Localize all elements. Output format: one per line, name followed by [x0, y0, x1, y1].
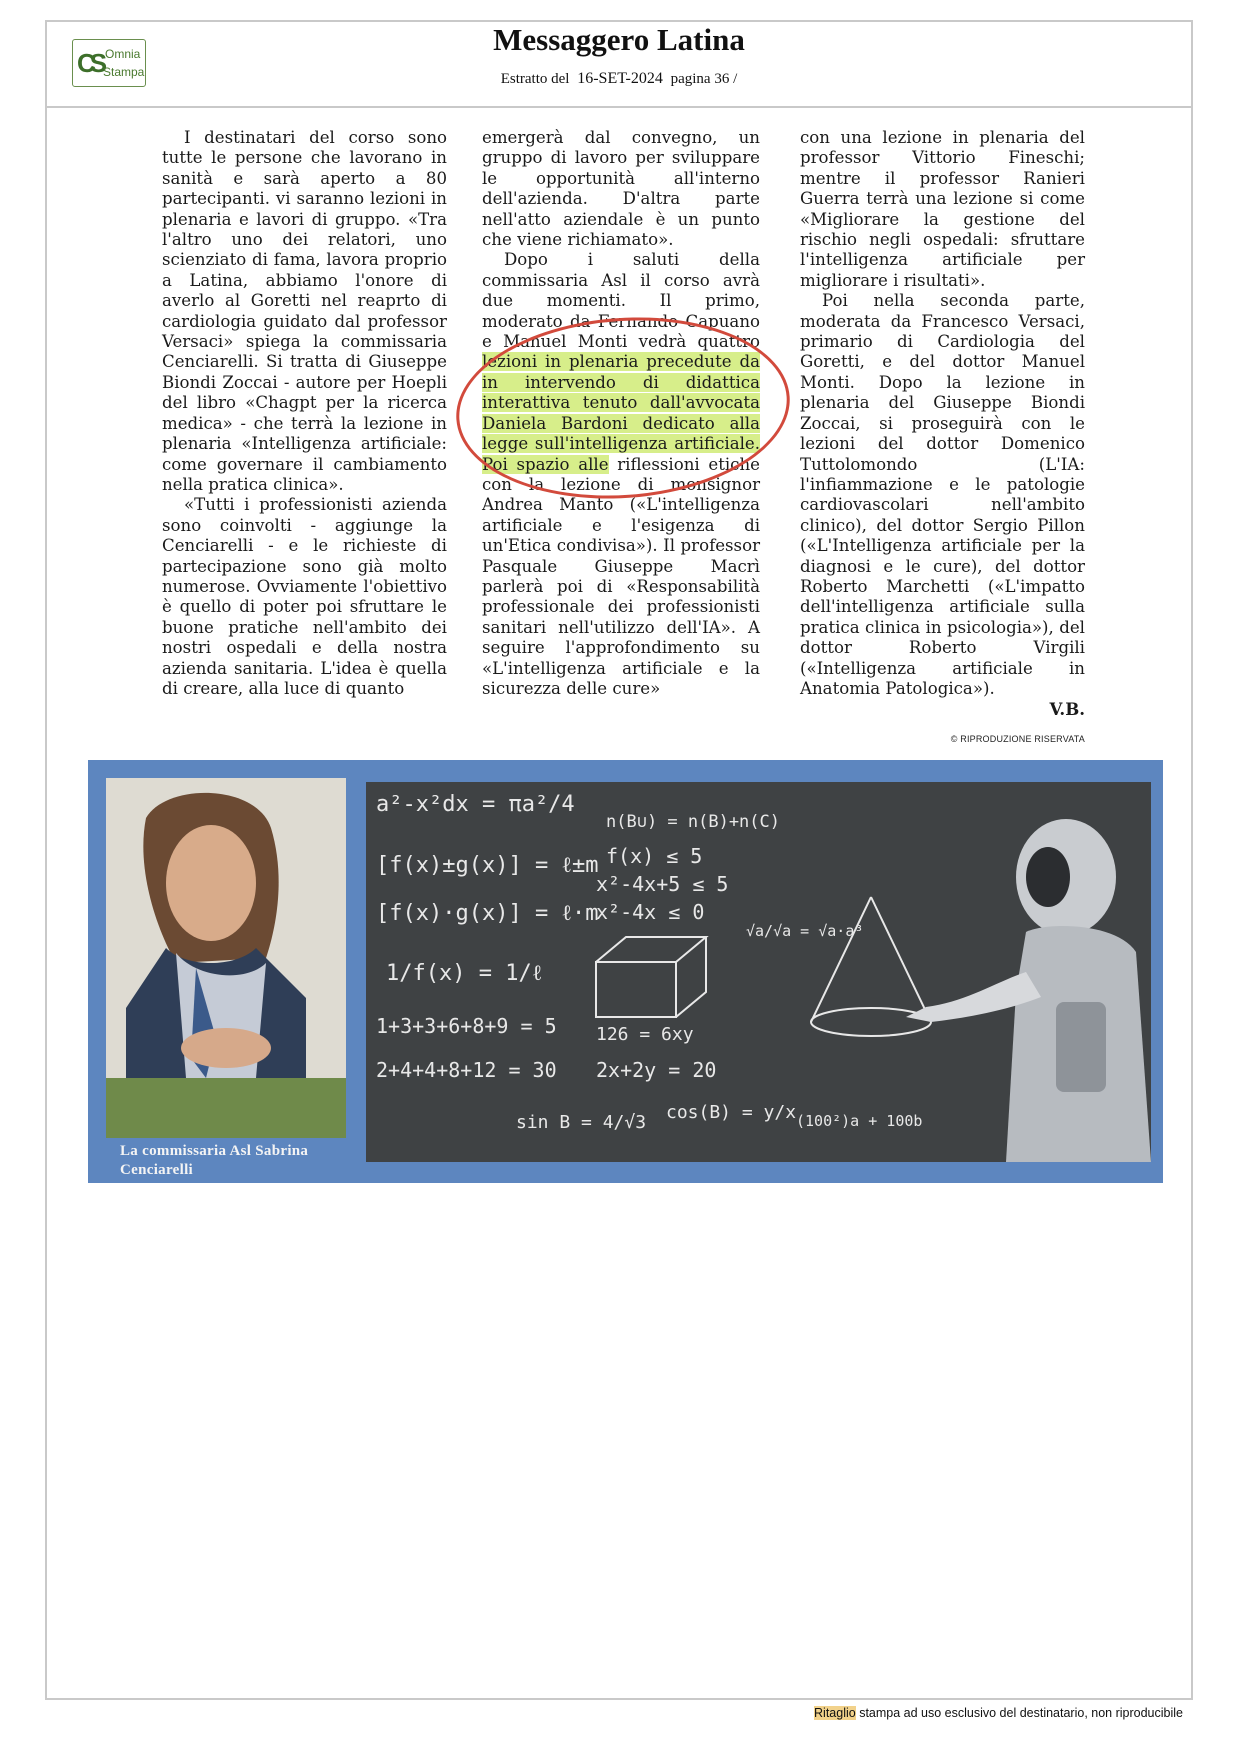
- paragraph: emergerà dal convegno, un gruppo di lavoro per sviluppare le opportunità all'interno dell'azienda. D'altra parte nell'atto aziendale è un punto che viene richiamato».: [482, 128, 760, 250]
- logo-text-line1: Omnia: [105, 47, 141, 61]
- formula: 2+4+4+8+12 = 30: [376, 1058, 557, 1082]
- extract-info: [45, 70, 1193, 88]
- footer-disclaimer: [0, 1706, 1183, 1720]
- formula: 1/f(x) = 1/ℓ: [386, 961, 543, 986]
- copyright-notice: © RIPRODUZIONE RISERVATA: [950, 734, 1085, 744]
- formula: [f(x)±g(x)] = ℓ±m: [376, 853, 599, 878]
- formula: x²-4x+5 ≤ 5: [596, 872, 729, 896]
- caption-line2: Cenciarelli: [120, 1162, 194, 1178]
- paragraph: con una lezione in plenaria del professor Vittorio Fineschi; mentre il professor Ranieri Guerra terrà una lezione si come «Migliorare la gestione del rischio negli ospedali: sfruttare l'intelligenza artificiale per migliorare i risultati».: [800, 128, 1085, 290]
- formula: f(x) ≤ 5: [606, 844, 703, 868]
- extract-date: 16-SET-2024: [577, 70, 663, 87]
- formula: cos(B) = y/x: [666, 1102, 797, 1123]
- clipping-header: [45, 20, 1193, 108]
- chalkboard-illustration: [366, 782, 1151, 1162]
- formula: [f(x)·g(x)] = ℓ·m: [376, 901, 599, 926]
- page-number: pagina 36 /: [670, 71, 738, 87]
- formula: sin B = 4/√3: [516, 1112, 647, 1133]
- text-run: riflessioni etiche con la lezione di monsignor Andrea Manto («L'intelligenza artificiale e l'esigenza di un'Etica condivisa»). Il professor Pasquale Giuseppe Macrì parlerà poi di «Responsabilità professionale dei professionisti sanitari nell'utilizzo dell'IA». A seguire l'approfondimento su «L'intelligenza artificiale e la sicurezza delle cure»: [482, 454, 760, 698]
- formula: 1+3+3+6+8+9 = 5: [376, 1014, 557, 1038]
- formula: a²-x²dx = πa²/4: [376, 792, 575, 817]
- highlighted-passage: lezioni in plenaria precedute da in intervendo di didattica interattiva tenuto dall'avvocata Daniela Bardoni dedicato alla legge sull'intelligenza artificiale. Poi spazio alle: [482, 352, 760, 474]
- formula: x²-4x ≤ 0: [596, 900, 705, 924]
- logo-text-line2: Stampa: [103, 65, 145, 79]
- photo-caption: [120, 1142, 308, 1180]
- footer-highlight: Ritaglio: [814, 1706, 856, 1720]
- cube-sketch-icon: [586, 932, 726, 1022]
- author-signature: V.B.: [1049, 699, 1085, 720]
- formula: (100²)a + 100b: [796, 1112, 923, 1130]
- extract-prefix: Estratto del: [500, 71, 570, 87]
- paragraph: «Tutti i professionisti azienda sono coinvolti - aggiunge la Cenciarelli - e le richieste di partecipazione sono già molto numerose. Ovviamente l'obiettivo è quello di poter poi sfruttare le buone pratiche nell'ambito dei nostri ospedali e della nostra azienda sanitaria. L'idea è quella di creare, alla luce di quanto: [162, 495, 447, 698]
- formula: n(B∪) = n(B)+n(C): [606, 812, 780, 832]
- portrait-photo: [106, 778, 346, 1178]
- article-column-3: [800, 128, 1085, 720]
- article-photo-band: [88, 760, 1163, 1183]
- footer-rest: stampa ad uso esclusivo del destinatario, non riproducibile: [855, 1706, 1183, 1720]
- publication-title: Messaggero Latina: [493, 22, 745, 57]
- paragraph: Poi nella seconda parte, moderata da Francesco Versaci, primario di Cardiologia del Goretti, e del dottor Manuel Monti. Dopo la lezione in plenaria del Giuseppe Biondi Zoccai, si proseguirà con le lezioni del dottor Domenico Tuttolomondo (L'IA: l'infiammazione e le patologie cardiovascolari nell'ambito clinico), del dottor Sergio Pillon («L'Intelligenza artificiale per la diagnosi e le cure), del dottor Roberto Marchetti («L'impatto dell'intelligenza artificiale sulla pratica clinica in psicologia»), del dottor Roberto Virgili («Intelligenza artificiale in Anatomia Patologica»).: [800, 291, 1085, 698]
- formula: 2x+2y = 20: [596, 1058, 717, 1082]
- logo-mark-icon: CS: [77, 48, 102, 78]
- text-run: Dopo i saluti della commissaria Asl il corso avrà due momenti. Il primo, moderato da Fernando Capuano e Manuel Monti vedrà quattro: [482, 250, 760, 352]
- article-column-1: [162, 128, 447, 699]
- portrait-woman-icon: [106, 778, 346, 1138]
- formula: 126 = 6xy: [596, 1024, 694, 1045]
- article-column-2: [482, 128, 760, 699]
- paragraph: [482, 250, 760, 699]
- robot-pointing-icon: [886, 782, 1151, 1162]
- caption-line1: La commissaria Asl Sabrina: [120, 1143, 309, 1159]
- formula: √a/√a = √a·a³: [746, 922, 864, 940]
- paragraph: I destinatari del corso sono tutte le persone che lavorano in sanità e sarà aperto a 80 partecipanti. vi saranno lezioni in plenaria e lavori di gruppo. «Tra l'altro uno dei relatori, uno scienziato di fama, lavora proprio a Latina, abbiamo l'onore di averlo al Goretti nel reaprto di cardiologia guidato dal professor Versaci» spiega la commissaria Cenciarelli. Si tratta di Giuseppe Biondi Zoccai - autore per Hoepli del libro «Chagpt per la ricerca medica» - che terrà la lezione in plenaria «Intelligenza artificiale: come governare il cambiamento nella pratica clinica».: [162, 128, 447, 494]
